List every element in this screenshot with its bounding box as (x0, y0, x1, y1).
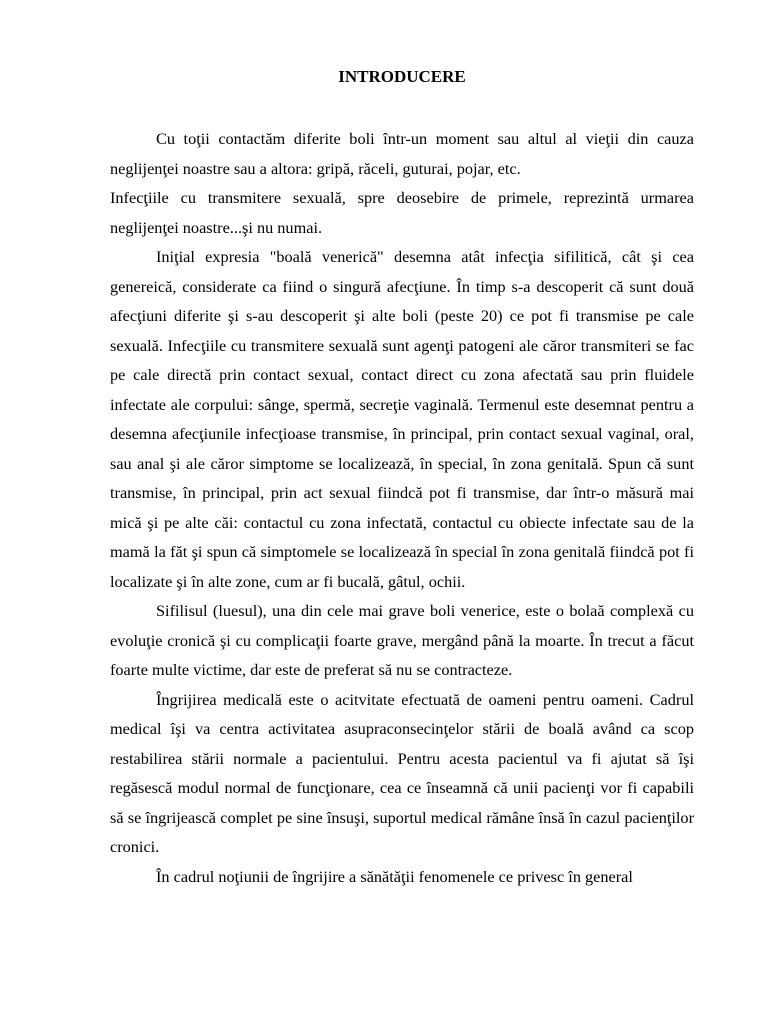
paragraph-2: Infecţiile cu transmitere sexuală, spre deosebire de primele, reprezintă urmarea neglijenţei noastre...şi nu numai. (110, 188, 694, 237)
paragraph-3: Iniţial expresia "boală venerică" desemna atât infecţia sifilitică, cât şi cea genereică, considerate ca fiind o singură afecţiune. În timp s-a descoperit că sunt două afecţiuni diferite şi s-au descoperit şi alte boli (peste 20) ce pot fi transmise pe cale sexuală. Infecţiile cu transmitere sexuală sunt agenţi patogeni ale căror transmiteri se fac pe cale directă prin contact sexual, contact direct cu zona afectată sau prin fluidele infectate ale corpului: sânge, spermă, secreţie vaginală. Termenul este desemnat pentru a desemna afecţiunile infecţioase transmise, în principal, prin contact sexual vaginal, oral, sau anal şi ale căror simptome se localizează, în special, în zona genitală. Spun că sunt transmise, în principal, prin act sexual fiindcă pot fi transmise, dar într-o măsură mai mică şi pe alte căi: contactul cu zona infectată, contactul cu obiecte infectate sau de la mamă la făt şi spun că simptomele se localizează în special în zona genitală fiindcă pot fi localizate şi în alte zone, cum ar fi bucală, gâtul, ochii. (110, 247, 694, 591)
paragraph-4: Sifilisul (luesul), una din cele mai grave boli venerice, este o bolaă complexă cu evoluţie cronică şi cu complicaţii foarte grave, mergând până la moarte. În trecut a făcut foarte multe victime, dar este de preferat să nu se contracteze. (110, 601, 694, 679)
paragraph-6: În cadrul noţiunii de îngrijire a sănătăţii fenomenele ce privesc în general (156, 866, 633, 886)
paragraph-5: Îngrijirea medicală este o acitvitate efectuată de oameni pentru oameni. Cadrul medical îşi va centra activitatea asupraconsecinţelor stării de boală având ca scop restabilirea stării normale a pacientului. Pentru acesta pacientul va fi ajutat să îşi regăsescă modul normal de funcţionare, cea ce înseamnă că unii pacienţi vor fi capabili să se îngrijească complet pe sine însuşi, suportul medical rămâne însă în cazul pacienţilor cronici. (110, 689, 694, 856)
body-text (110, 124, 694, 891)
page-title: INTRODUCERE (338, 67, 466, 86)
paragraph-1: Cu toţii contactăm diferite boli într-un moment sau altul al vieţii din cauza neglijenţei noastre sau a altora: gripă, răceli, guturai, pojar, etc. (110, 129, 694, 178)
